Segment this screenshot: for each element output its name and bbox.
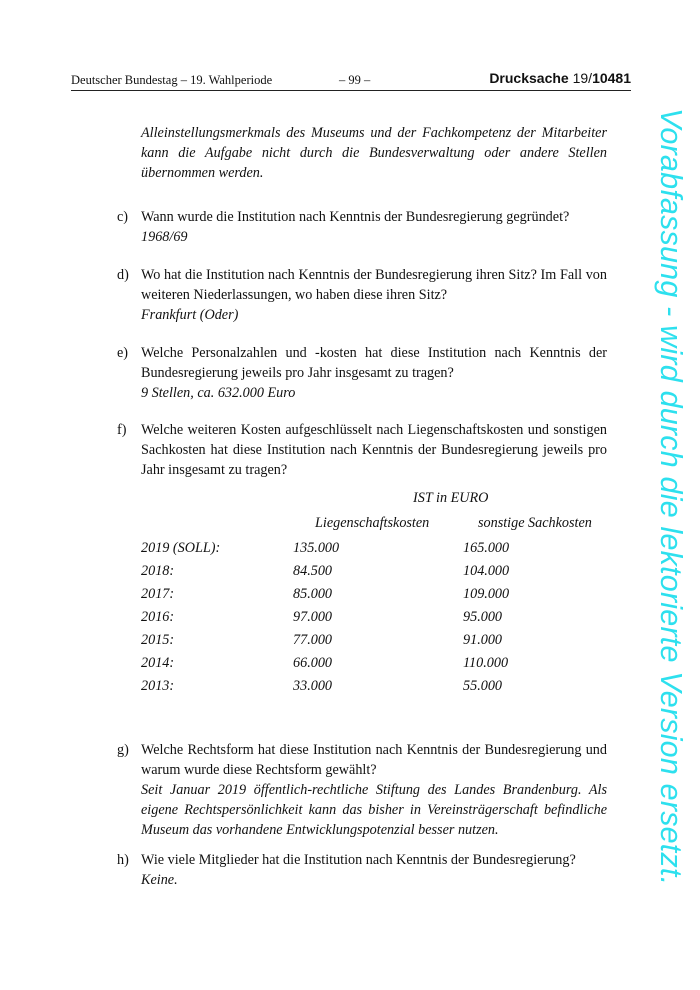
row-property-costs: 77.000 bbox=[293, 632, 333, 648]
row-other-costs: 104.000 bbox=[463, 563, 510, 579]
row-property-costs: 135.000 bbox=[293, 540, 340, 556]
document-number bbox=[489, 70, 631, 86]
table-row bbox=[141, 632, 611, 652]
row-property-costs: 66.000 bbox=[293, 655, 333, 671]
row-year: 2019 (SOLL): bbox=[141, 540, 221, 556]
page-number: – 99 – bbox=[339, 73, 371, 87]
document-number-value: 10481 bbox=[592, 70, 631, 86]
row-other-costs: 55.000 bbox=[463, 678, 503, 694]
row-year: 2018: bbox=[141, 563, 175, 579]
question-label: g) bbox=[117, 742, 129, 758]
question-label: h) bbox=[117, 852, 129, 868]
answer-text: Seit Januar 2019 öffentlich-rechtliche Stiftung des Landes Brandenburg. Als eigene Rechtspersönlichkeit kann das bisher in Vereinsträgerschaft befindliche Museum das vorhandene Entwicklungspotenzial besser nutzen. bbox=[141, 782, 607, 838]
row-other-costs: 110.000 bbox=[463, 655, 509, 671]
question-e bbox=[117, 343, 607, 403]
document-number-label: Drucksache bbox=[489, 70, 573, 86]
question-f bbox=[117, 420, 607, 480]
table-row bbox=[141, 678, 611, 698]
page-header bbox=[71, 70, 631, 91]
row-year: 2015: bbox=[141, 632, 175, 648]
answer-text: Frankfurt (Oder) bbox=[141, 307, 239, 323]
answer-text: 9 Stellen, ca. 632.000 Euro bbox=[141, 385, 296, 401]
answer-text: Keine. bbox=[141, 872, 178, 888]
table-row bbox=[141, 655, 611, 675]
question-text: Wo hat die Institution nach Kenntnis der Bundesregierung ihren Sitz? Im Fall von weiteren Niederlassungen, wo haben diese ihren Sitz? bbox=[141, 267, 607, 303]
intro-continuation: Alleinstellungsmerkmals des Museums und der Fachkompetenz der Mitarbeiter kann die Aufgabe nicht durch die Bundesverwaltung oder andere Stellen übernommen werden. bbox=[141, 125, 607, 181]
question-label: c) bbox=[117, 209, 129, 225]
question-h bbox=[117, 850, 607, 890]
row-other-costs: 165.000 bbox=[463, 540, 510, 556]
row-other-costs: 91.000 bbox=[463, 632, 503, 648]
table-row bbox=[141, 563, 611, 583]
row-property-costs: 97.000 bbox=[293, 609, 333, 625]
row-other-costs: 95.000 bbox=[463, 609, 503, 625]
question-text: Welche weiteren Kosten aufgeschlüsselt nach Liegenschaftskosten und sonstigen Sachkosten hat diese Institution nach Kenntnis der Bundesregierung jeweils pro Jahr insgesamt zu tragen? bbox=[141, 422, 607, 478]
table-row bbox=[141, 586, 611, 606]
question-g bbox=[117, 740, 607, 840]
row-year: 2013: bbox=[141, 678, 175, 694]
question-d bbox=[117, 265, 607, 325]
row-property-costs: 84.500 bbox=[293, 563, 333, 579]
table-row bbox=[141, 609, 611, 629]
row-year: 2014: bbox=[141, 655, 175, 671]
table-row bbox=[141, 540, 611, 560]
document-number-prefix: 19/ bbox=[572, 70, 593, 86]
question-c bbox=[117, 207, 607, 247]
column-header-other-costs: sonstige Sachkosten bbox=[478, 515, 592, 531]
question-text: Welche Rechtsform hat diese Institution nach Kenntnis der Bundesregierung und warum wurde diese Rechtsform gewählt? bbox=[141, 742, 607, 778]
answer-text: 1968/69 bbox=[141, 229, 188, 245]
draft-watermark: Vorabfassung - wird durch die lektorierte Version ersetzt. bbox=[654, 108, 688, 886]
question-label: e) bbox=[117, 345, 129, 361]
row-year: 2016: bbox=[141, 609, 175, 625]
row-property-costs: 33.000 bbox=[293, 678, 333, 694]
row-property-costs: 85.000 bbox=[293, 586, 333, 602]
row-other-costs: 109.000 bbox=[463, 586, 510, 602]
question-text: Wie viele Mitglieder hat die Institution nach Kenntnis der Bundesregierung? bbox=[141, 852, 576, 868]
question-label: d) bbox=[117, 267, 129, 283]
table-caption: IST in EURO bbox=[413, 490, 489, 506]
row-year: 2017: bbox=[141, 586, 175, 602]
question-text: Welche Personalzahlen und -kosten hat diese Institution nach Kenntnis der Bundesregierung jeweils pro Jahr insgesamt zu tragen? bbox=[141, 345, 607, 381]
question-label: f) bbox=[117, 422, 127, 438]
question-text: Wann wurde die Institution nach Kenntnis der Bundesregierung gegründet? bbox=[141, 209, 570, 225]
column-header-property-costs: Liegenschaftskosten bbox=[315, 515, 430, 531]
header-parliament: Deutscher Bundestag – 19. Wahlperiode bbox=[71, 73, 273, 87]
